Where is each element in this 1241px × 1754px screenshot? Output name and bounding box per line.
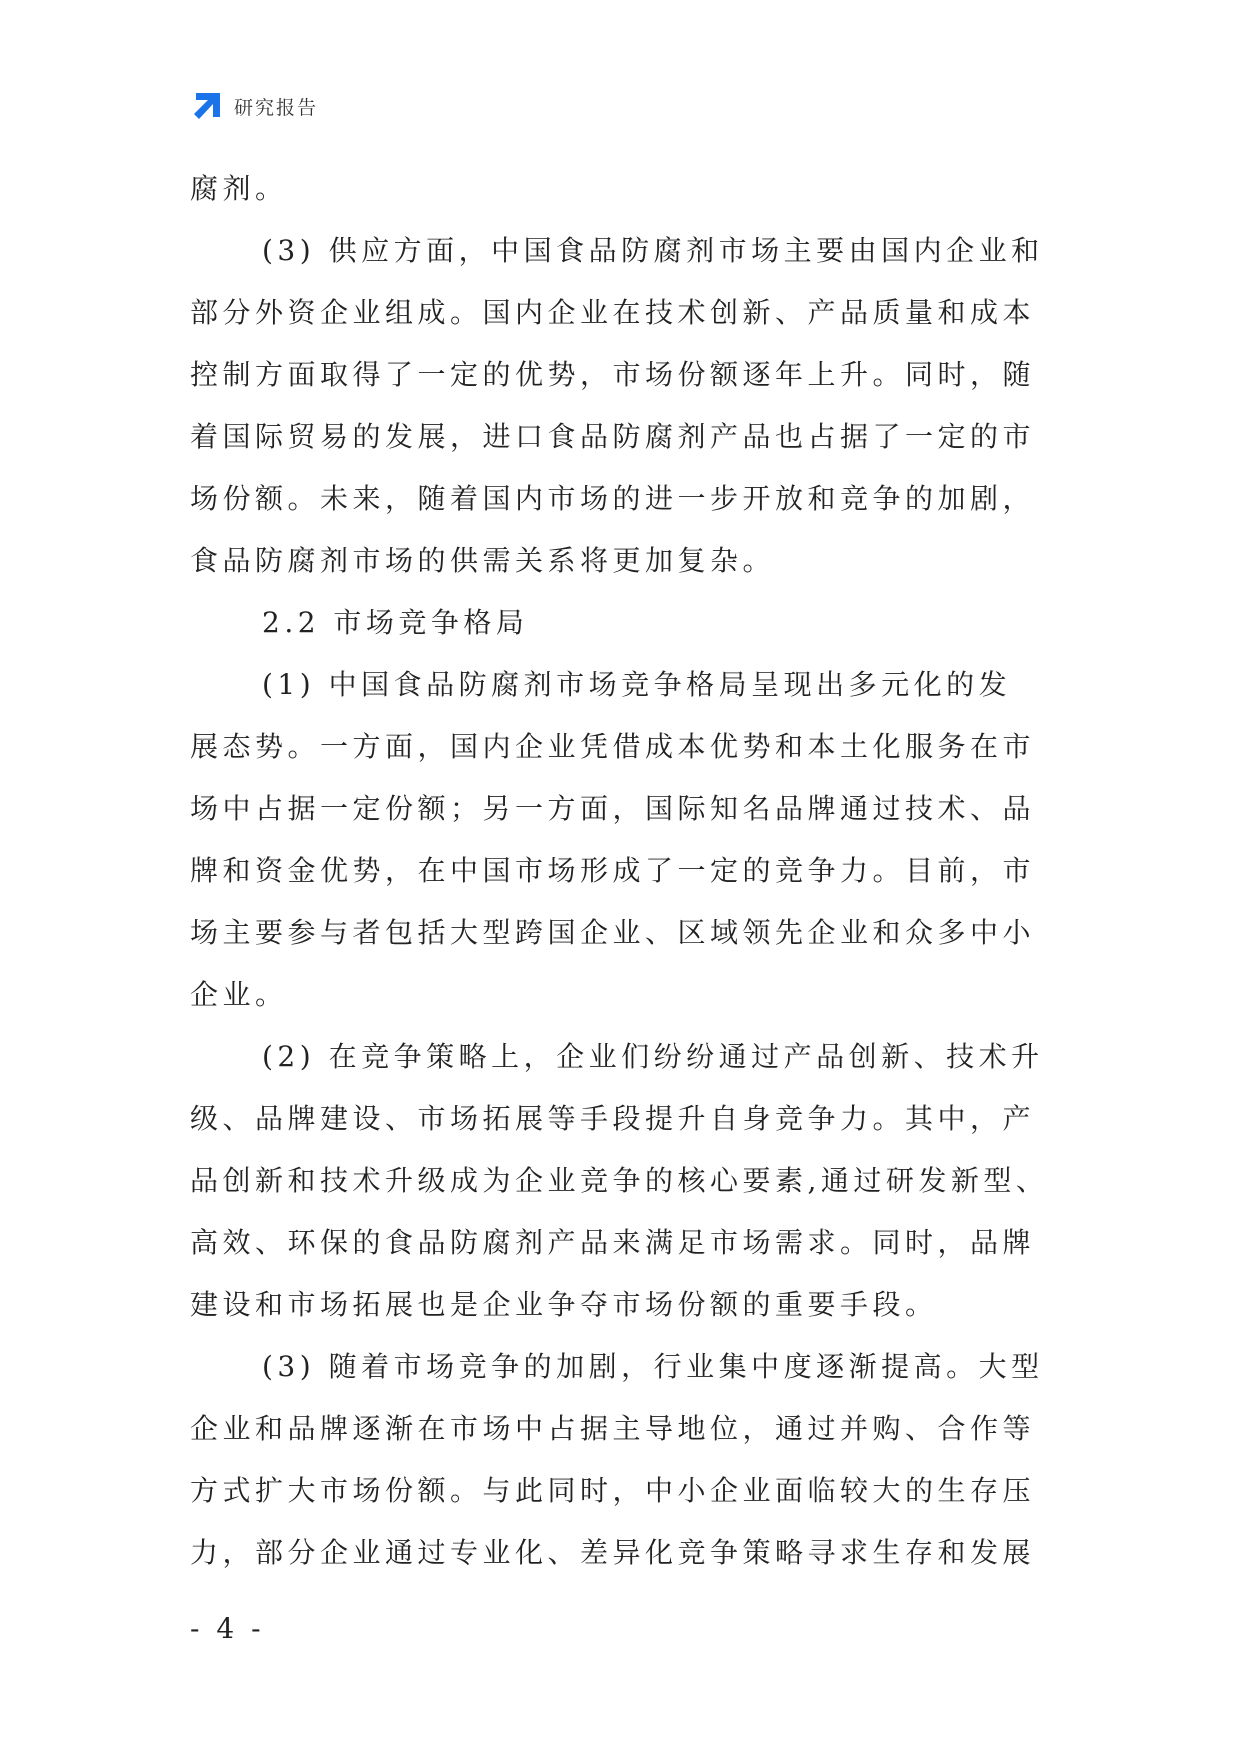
text-line: 企业。 bbox=[190, 978, 288, 1011]
text-line: 方式扩大市场份额。与此同时，中小企业面临较大的生存压 bbox=[190, 1474, 1036, 1507]
paragraph-start: (3) 供应方面，中国食品防腐剂市场主要由国内企业和 bbox=[262, 234, 1044, 267]
text-line: 食品防腐剂市场的供需关系将更加复杂。 bbox=[190, 544, 776, 577]
text-line: 场份额。未来，随着国内市场的进一步开放和竞争的加剧， bbox=[190, 482, 1036, 515]
document-body bbox=[190, 158, 1058, 1584]
text-line: 场中占据一定份额；另一方面，国际知名品牌通过技术、品 bbox=[190, 792, 1036, 825]
paragraph-start: (1) 中国食品防腐剂市场竞争格局呈现出多元化的发 bbox=[262, 668, 1012, 701]
text-line: 展态势。一方面，国内企业凭借成本优势和本土化服务在市 bbox=[190, 730, 1036, 763]
text-line: 建设和市场拓展也是企业争夺市场份额的重要手段。 bbox=[190, 1288, 938, 1321]
page-number: - 4 - bbox=[190, 1612, 265, 1645]
text-line: 着国际贸易的发展，进口食品防腐剂产品也占据了一定的市 bbox=[190, 420, 1036, 453]
text-line: 部分外资企业组成。国内企业在技术创新、产品质量和成本 bbox=[190, 296, 1036, 329]
text-line: 品创新和技术升级成为企业竞争的核心要素,通过研发新型、 bbox=[190, 1164, 1049, 1197]
text-line: 力，部分企业通过专业化、差异化竞争策略寻求生存和发展 bbox=[190, 1536, 1036, 1569]
text-line: 级、品牌建设、市场拓展等手段提升自身竞争力。其中，产 bbox=[190, 1102, 1036, 1135]
text-line: 控制方面取得了一定的优势，市场份额逐年上升。同时，随 bbox=[190, 358, 1036, 391]
report-type-label: 研究报告 bbox=[234, 96, 319, 119]
arrow-up-right-icon bbox=[190, 89, 224, 123]
section-heading: 2.2 市场竞争格局 bbox=[262, 606, 529, 639]
text-line: 高效、环保的食品防腐剂产品来满足市场需求。同时，品牌 bbox=[190, 1226, 1036, 1259]
paragraph-start: (3) 随着市场竞争的加剧，行业集中度逐渐提高。大型 bbox=[262, 1350, 1044, 1383]
text-line: 场主要参与者包括大型跨国企业、区域领先企业和众多中小 bbox=[190, 916, 1036, 949]
page-header bbox=[190, 86, 318, 126]
text-line: 企业和品牌逐渐在市场中占据主导地位，通过并购、合作等 bbox=[190, 1412, 1036, 1445]
text-line: 腐剂。 bbox=[190, 172, 288, 205]
paragraph-start: (2) 在竞争策略上，企业们纷纷通过产品创新、技术升 bbox=[262, 1040, 1044, 1073]
text-line: 牌和资金优势，在中国市场形成了一定的竞争力。目前，市 bbox=[190, 854, 1036, 887]
